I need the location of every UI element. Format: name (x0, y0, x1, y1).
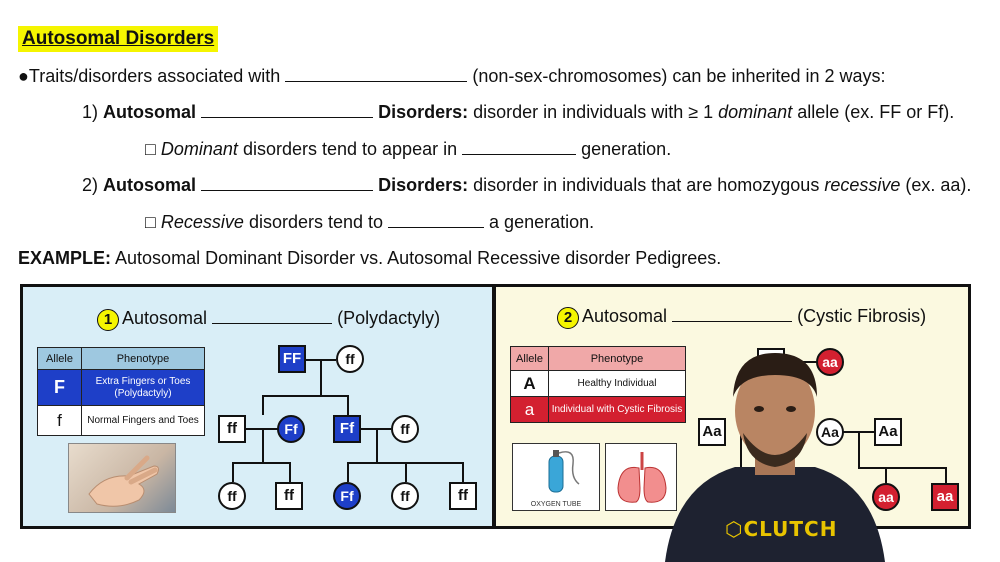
allele-A: A (511, 371, 549, 397)
pedigree-male-unaffected: ff (449, 482, 477, 510)
pedigree-female-unaffected: ff (336, 345, 364, 373)
definition-text-1i: dominant (718, 102, 793, 122)
recessive-panel-title (557, 306, 926, 329)
dominant-note-a: disorders tend to appear in (242, 139, 458, 159)
phenotype-cystic-fibrosis: Individual with Cystic Fibrosis (549, 397, 686, 423)
definition-text-1b: allele (ex. FF or Ff). (797, 102, 955, 122)
pedigree-line (347, 395, 349, 415)
pedigree-female-carrier: Aa (816, 418, 844, 446)
pedigree-male-carrier: Aa (698, 418, 726, 446)
clutch-logo (725, 517, 837, 541)
presenter-video-overlay (665, 345, 885, 562)
pedigree-descent-line (320, 360, 322, 396)
brand-text: CLUTCH (743, 517, 838, 541)
autosomal-label-2: Autosomal (103, 175, 197, 195)
pedigree-descent-line (376, 429, 378, 463)
pedigree-female-affected: Ff (333, 482, 361, 510)
pedigree-line (289, 462, 291, 482)
recessive-definition-line (82, 175, 971, 196)
panel-title-b: (Polydactyly) (337, 308, 441, 328)
recessive-word: Recessive (160, 212, 244, 232)
definition-text-2b: (ex. aa). (905, 175, 972, 195)
table-header-allele: Allele (38, 348, 82, 370)
blank-1 (285, 66, 467, 82)
recessive-note-line (145, 212, 594, 233)
table-header-phenotype: Phenotype (549, 347, 686, 371)
pedigree-female-affected: Ff (277, 415, 305, 443)
checkbox-icon: □ (145, 212, 156, 232)
example-text: Autosomal Dominant Disorder vs. Autosomal Recessive disorder Pedigrees. (115, 248, 722, 268)
hexagon-logo-icon: ⬡ (725, 517, 744, 541)
pedigree-sibling-line (232, 462, 290, 464)
pedigree-male-affected: FF (278, 345, 306, 373)
blank-2 (201, 102, 373, 118)
definition-text-2i: recessive (824, 175, 901, 195)
pedigree-female-unaffected: ff (218, 482, 246, 510)
table-header-phenotype: Phenotype (82, 348, 205, 370)
pedigree-line (885, 467, 887, 483)
dominant-allele-table (37, 347, 205, 436)
polydactyly-hand-image (68, 443, 176, 513)
blank-3 (462, 139, 576, 155)
intro-text-b: (non-sex-chromosomes) can be inherited in 2 ways: (472, 66, 886, 86)
oxygen-tube-image (512, 443, 600, 511)
oxygen-tube-label: OXYGEN TUBE (530, 501, 582, 508)
pedigree-female-affected: aa (872, 483, 900, 511)
panel-title-a: Autosomal (122, 308, 208, 328)
dominant-word: Dominant (160, 139, 238, 159)
recessive-note-b: a generation. (489, 212, 595, 232)
pedigree-line (347, 462, 349, 482)
pedigree-descent-line (262, 429, 264, 463)
example-label: EXAMPLE: (18, 248, 112, 268)
dominant-definition-line (82, 102, 954, 123)
blank-7 (672, 306, 792, 322)
pedigree-male-carrier: Aa (874, 418, 902, 446)
checkbox-icon: □ (145, 139, 156, 159)
number-badge-1: 1 (97, 309, 119, 331)
pedigree-male-affected: aa (931, 483, 959, 511)
dominant-note-line (145, 139, 671, 160)
pedigree-line (405, 462, 407, 482)
recessive-allele-table (510, 346, 686, 423)
allele-a: a (511, 397, 549, 423)
allele-F: F (38, 370, 82, 406)
disorders-label-1: Disorders: (378, 102, 469, 122)
definition-text-1a: disorder in individuals with ≥ 1 (473, 102, 714, 122)
blank-4 (201, 175, 373, 191)
allele-f: f (38, 406, 82, 436)
pedigree-sibling-line (262, 395, 348, 397)
recessive-note-a: disorders tend to (248, 212, 384, 232)
pedigree-line (945, 467, 947, 483)
pedigree-female-unaffected: ff (391, 415, 419, 443)
autosomal-label-1: Autosomal (103, 102, 197, 122)
definition-text-2a: disorder in individuals that are homozygous (473, 175, 820, 195)
blank-6 (212, 308, 332, 324)
disorders-label-2: Disorders: (378, 175, 469, 195)
item-number-1: 1) (82, 102, 99, 122)
panel-title-b: (Cystic Fibrosis) (797, 306, 927, 326)
pedigree-line (462, 462, 464, 482)
phenotype-healthy: Healthy Individual (549, 371, 686, 397)
pedigree-female-unaffected: ff (391, 482, 419, 510)
phenotype-normal-fingers: Normal Fingers and Toes (82, 406, 205, 436)
pedigree-line (262, 395, 264, 415)
panel-title-a: Autosomal (582, 306, 668, 326)
pedigree-male-affected: Ff (333, 415, 361, 443)
dominant-panel-title (97, 308, 440, 331)
pedigree-male-unaffected: ff (218, 415, 246, 443)
page-title: Autosomal Disorders (18, 26, 218, 52)
phenotype-extra-fingers: Extra Fingers or Toes (Polydactyly) (82, 370, 205, 406)
pedigree-female-affected: aa (816, 348, 844, 376)
blank-5 (388, 212, 484, 228)
oxygen-tank-icon (513, 444, 601, 496)
pedigree-line (232, 462, 234, 482)
dominant-note-b: generation. (581, 139, 672, 159)
pedigree-male-unaffected: ff (275, 482, 303, 510)
item-number-2: 2) (82, 175, 99, 195)
table-header-allele: Allele (511, 347, 549, 371)
example-line (18, 248, 721, 269)
number-badge-2: 2 (557, 307, 579, 329)
intro-text-a: ●Traits/disorders associated with (18, 66, 281, 86)
intro-line (18, 66, 886, 87)
